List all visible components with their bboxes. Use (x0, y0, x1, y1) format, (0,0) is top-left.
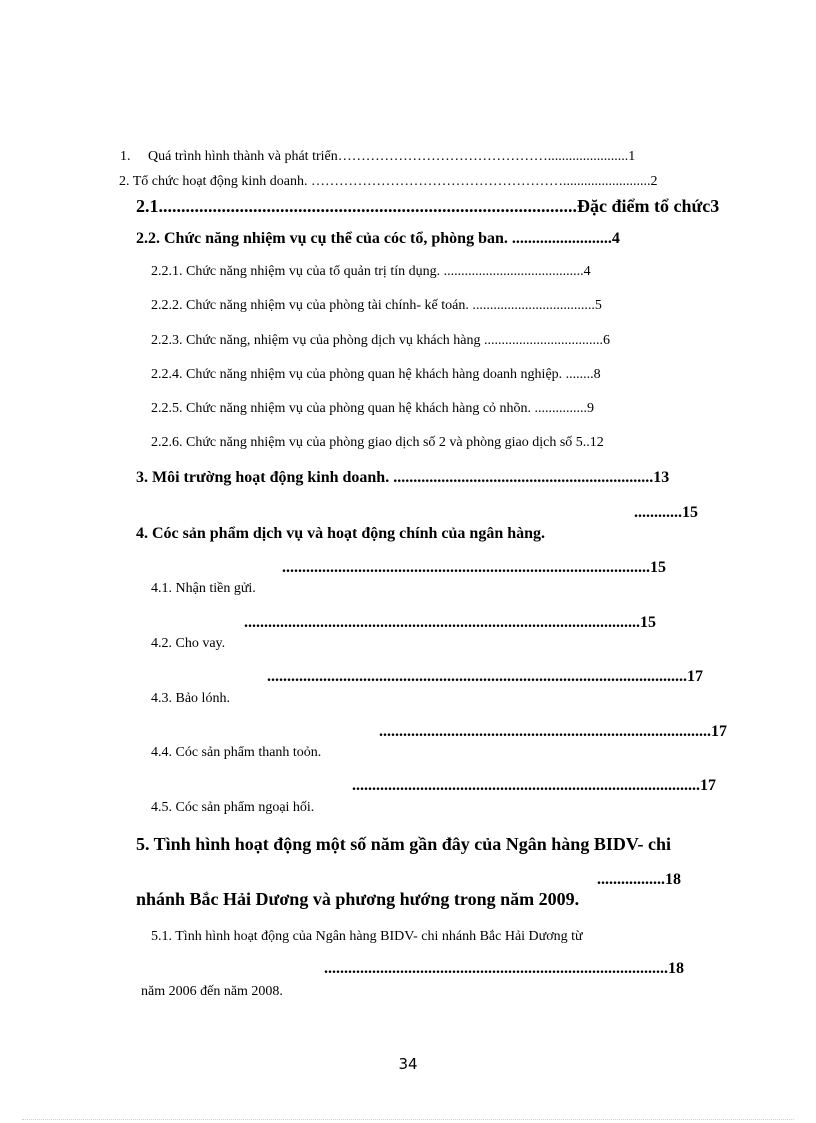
toc-line-16-dots: ...................................................................................................15 (244, 614, 656, 631)
toc-line-9: 2.2.5. Chức năng nhiệm vụ của phòng quan hệ khách hàng cỏ nhõn. ...............9 (151, 401, 595, 416)
toc-line-28-dots: ......................................................................................18 (324, 960, 684, 977)
toc-line-10: 2.2.6. Chức năng nhiệm vụ của phòng giao dịch số 2 và phòng giao dịch số 5..12 (151, 435, 604, 450)
toc-line-23: 4.5. Cóc sản phẩm ngoại hối. (151, 800, 315, 815)
toc-line-29: năm 2006 đến năm 2008. (141, 984, 283, 999)
page-bottom-divider (22, 1119, 794, 1120)
toc-line-25-dots: .................18 (597, 871, 681, 888)
toc-line-6: 2.2.2. Chức năng nhiệm vụ của phòng tài chính- kế toán. ...................................5 (151, 298, 602, 313)
toc-line-13: 4. Cóc sản phẩm dịch vụ và hoạt động chính của ngân hàng. (136, 525, 546, 542)
toc-line-18-dots: .........................................................................................................17 (267, 668, 703, 685)
toc-line-15: 4.1. Nhận tiền gửi. (151, 581, 256, 596)
toc-line-21: 4.4. Cóc sản phẩm thanh toỏn. (151, 745, 322, 760)
page-number: 34 (398, 1055, 418, 1073)
toc-line-27: 5.1. Tình hình hoạt động của Ngân hàng BIDV- chi nhánh Bắc Hải Dương từ (151, 929, 583, 944)
toc-line-2: 2. Tổ chức hoạt động kinh doanh. ……………………………………………….........................2 (119, 174, 658, 189)
toc-line-3: 2.1.............................................................................................Đặc điểm tổ chức3 (136, 196, 720, 216)
toc-line-7: 2.2.3. Chức năng, nhiệm vụ của phòng dịch vụ khách hàng ..................................6 (151, 333, 611, 348)
toc-line-26: nhánh Bắc Hải Dương và phương hướng trong năm 2009. (136, 889, 580, 909)
toc-line-1-number: 1. (120, 149, 131, 164)
toc-line-24: 5. Tình hình hoạt động một số năm gần đây của Ngân hàng BIDV- chi (136, 834, 671, 854)
toc-line-20-dots: ...................................................................................17 (379, 723, 727, 740)
toc-line-17: 4.2. Cho vay. (151, 636, 226, 651)
toc-line-5: 2.2.1. Chức năng nhiệm vụ của tổ quản trị tín dụng. ........................................4 (151, 264, 591, 279)
toc-line-22-dots: .......................................................................................17 (352, 777, 716, 794)
toc-line-1: Quá trình hình thành và phát triển……………………………………….......................1 (148, 149, 636, 164)
toc-line-8: 2.2.4. Chức năng nhiệm vụ của phòng quan hệ khách hàng doanh nghiệp. ........8 (151, 367, 601, 382)
toc-line-4: 2.2. Chức năng nhiệm vụ cụ thể của cóc tổ, phòng ban. .........................4 (136, 230, 620, 247)
toc-line-19: 4.3. Bảo lónh. (151, 691, 230, 706)
toc-line-11: 3. Môi trường hoạt động kinh doanh. .................................................................13 (136, 469, 670, 486)
toc-line-14-dots: ............................................................................................15 (282, 559, 666, 576)
toc-line-12-page: ............15 (634, 504, 698, 521)
